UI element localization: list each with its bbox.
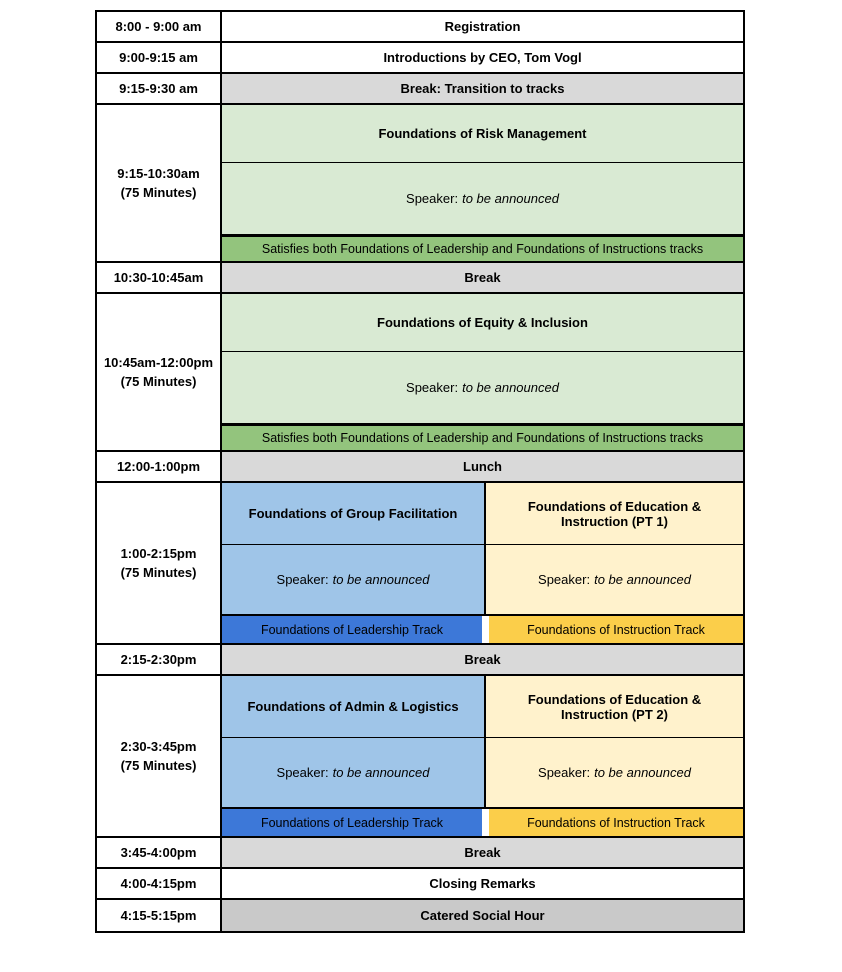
session-title-cell — [222, 105, 743, 162]
track-footer-row — [222, 616, 743, 643]
instruction-track-footer — [489, 809, 743, 836]
row-break-2 — [97, 645, 743, 676]
speaker-value: to be announced — [462, 191, 559, 206]
row-lunch — [97, 452, 743, 483]
satisfies-note-cell — [222, 423, 743, 450]
track-footer-label: Foundations of Instruction Track — [527, 622, 705, 637]
row-registration — [97, 12, 743, 43]
instruction-track-column — [486, 483, 743, 614]
speaker-label: Speaker: — [538, 765, 591, 780]
duration-label: (75 Minutes) — [120, 374, 197, 389]
event-label: Break — [464, 845, 501, 860]
leadership-track-footer — [222, 616, 482, 643]
time-cell — [97, 838, 222, 867]
speaker-label: Speaker: — [538, 572, 591, 587]
event-cell — [222, 12, 743, 41]
event-label: Introductions by CEO, Tom Vogl — [383, 50, 582, 65]
session-title-cell — [222, 294, 743, 351]
satisfies-note: Satisfies both Foundations of Leadership and Foundations of Instructions tracks — [261, 431, 704, 445]
time-cell — [97, 263, 222, 292]
row-dual-block-2 — [97, 676, 743, 838]
dual-session-block — [222, 676, 743, 836]
session-block — [222, 294, 743, 450]
event-label: Break — [464, 652, 501, 667]
time-label: 4:15-5:15pm — [120, 907, 197, 923]
session-title-cell — [222, 676, 484, 737]
time-label: 12:00-1:00pm — [116, 458, 201, 474]
leadership-track-footer — [222, 809, 482, 836]
schedule-table — [95, 10, 745, 933]
time-cell — [97, 676, 222, 836]
session-title: Foundations of Education & Instruction (PT 1) — [527, 498, 702, 529]
track-footer-label: Foundations of Instruction Track — [527, 815, 705, 830]
time-cell — [97, 105, 222, 261]
session-speaker-cell — [486, 544, 743, 614]
session-title: Foundations of Group Facilitation — [248, 506, 458, 521]
session-title-cell — [486, 676, 743, 737]
time-cell — [97, 900, 222, 931]
duration-label: (75 Minutes) — [120, 565, 197, 580]
time-cell — [97, 869, 222, 898]
session-title: Foundations of Admin & Logistics — [247, 699, 459, 714]
time-label: 4:00-4:15pm — [120, 875, 197, 891]
leadership-track-column — [222, 483, 486, 614]
row-catered-social-hour — [97, 900, 743, 931]
session-speaker-cell — [222, 162, 743, 234]
speaker-value: to be announced — [332, 765, 430, 780]
row-dual-block-1 — [97, 483, 743, 645]
session-title-cell — [222, 483, 484, 544]
speaker-value: to be announced — [594, 765, 691, 780]
event-cell — [222, 263, 743, 292]
time-cell — [97, 294, 222, 450]
track-footer-label: Foundations of Leadership Track — [260, 622, 444, 637]
duration-label: (75 Minutes) — [120, 758, 197, 773]
event-cell — [222, 900, 743, 931]
session-block — [222, 105, 743, 261]
session-speaker-cell — [222, 544, 484, 614]
session-title: Foundations of Equity & Inclusion — [377, 315, 588, 330]
session-title: Foundations of Education & Instruction (PT 2) — [527, 691, 702, 722]
event-label: Lunch — [463, 459, 502, 474]
speaker-label: Speaker: — [406, 380, 459, 395]
leadership-track-column — [222, 676, 486, 807]
row-risk-management-block — [97, 105, 743, 263]
time-cell — [97, 452, 222, 481]
time-label: 2:30-3:45pm — [120, 738, 197, 754]
row-closing-remarks — [97, 869, 743, 900]
time-label: 10:45am-12:00pm — [103, 354, 214, 370]
time-label: 2:15-2:30pm — [120, 651, 197, 667]
dual-main — [222, 483, 743, 616]
time-label: 9:00-9:15 am — [119, 49, 198, 65]
speaker-value: to be announced — [332, 572, 430, 587]
speaker-label: Speaker: — [276, 572, 329, 587]
time-label: 9:15-9:30 am — [119, 80, 198, 96]
instruction-track-footer — [489, 616, 743, 643]
event-cell — [222, 645, 743, 674]
row-break-3 — [97, 838, 743, 869]
satisfies-note-cell — [222, 234, 743, 261]
dual-main — [222, 676, 743, 809]
time-cell — [97, 43, 222, 72]
footer-gap — [482, 616, 489, 643]
footer-gap — [482, 809, 489, 836]
row-break-1 — [97, 263, 743, 294]
time-label: 9:15-10:30am — [117, 165, 200, 181]
satisfies-note: Satisfies both Foundations of Leadership and Foundations of Instructions tracks — [261, 242, 704, 256]
event-cell — [222, 74, 743, 103]
session-speaker-cell — [222, 351, 743, 423]
time-label: 8:00 - 9:00 am — [115, 18, 202, 34]
time-label: 1:00-2:15pm — [120, 545, 197, 561]
event-cell — [222, 43, 743, 72]
time-label: 10:30-10:45am — [113, 269, 204, 285]
speaker-value: to be announced — [462, 380, 559, 395]
duration-label: (75 Minutes) — [120, 185, 197, 200]
row-break-transition — [97, 74, 743, 105]
time-cell — [97, 483, 222, 643]
event-label: Break — [464, 270, 501, 285]
event-label: Registration — [444, 19, 521, 34]
dual-session-block — [222, 483, 743, 643]
time-label: 3:45-4:00pm — [120, 844, 197, 860]
event-label: Break: Transition to tracks — [400, 81, 565, 96]
session-title: Foundations of Risk Management — [378, 126, 587, 141]
track-footer-label: Foundations of Leadership Track — [260, 815, 444, 830]
speaker-label: Speaker: — [276, 765, 329, 780]
event-label: Catered Social Hour — [420, 908, 545, 923]
event-cell — [222, 838, 743, 867]
row-equity-inclusion-block — [97, 294, 743, 452]
session-speaker-cell — [222, 737, 484, 807]
speaker-label: Speaker: — [406, 191, 459, 206]
time-cell — [97, 74, 222, 103]
speaker-value: to be announced — [594, 572, 691, 587]
session-title-cell — [486, 483, 743, 544]
row-introductions — [97, 43, 743, 74]
event-cell — [222, 452, 743, 481]
session-speaker-cell — [486, 737, 743, 807]
event-cell — [222, 869, 743, 898]
track-footer-row — [222, 809, 743, 836]
instruction-track-column — [486, 676, 743, 807]
time-cell — [97, 12, 222, 41]
event-label: Closing Remarks — [429, 876, 536, 891]
time-cell — [97, 645, 222, 674]
